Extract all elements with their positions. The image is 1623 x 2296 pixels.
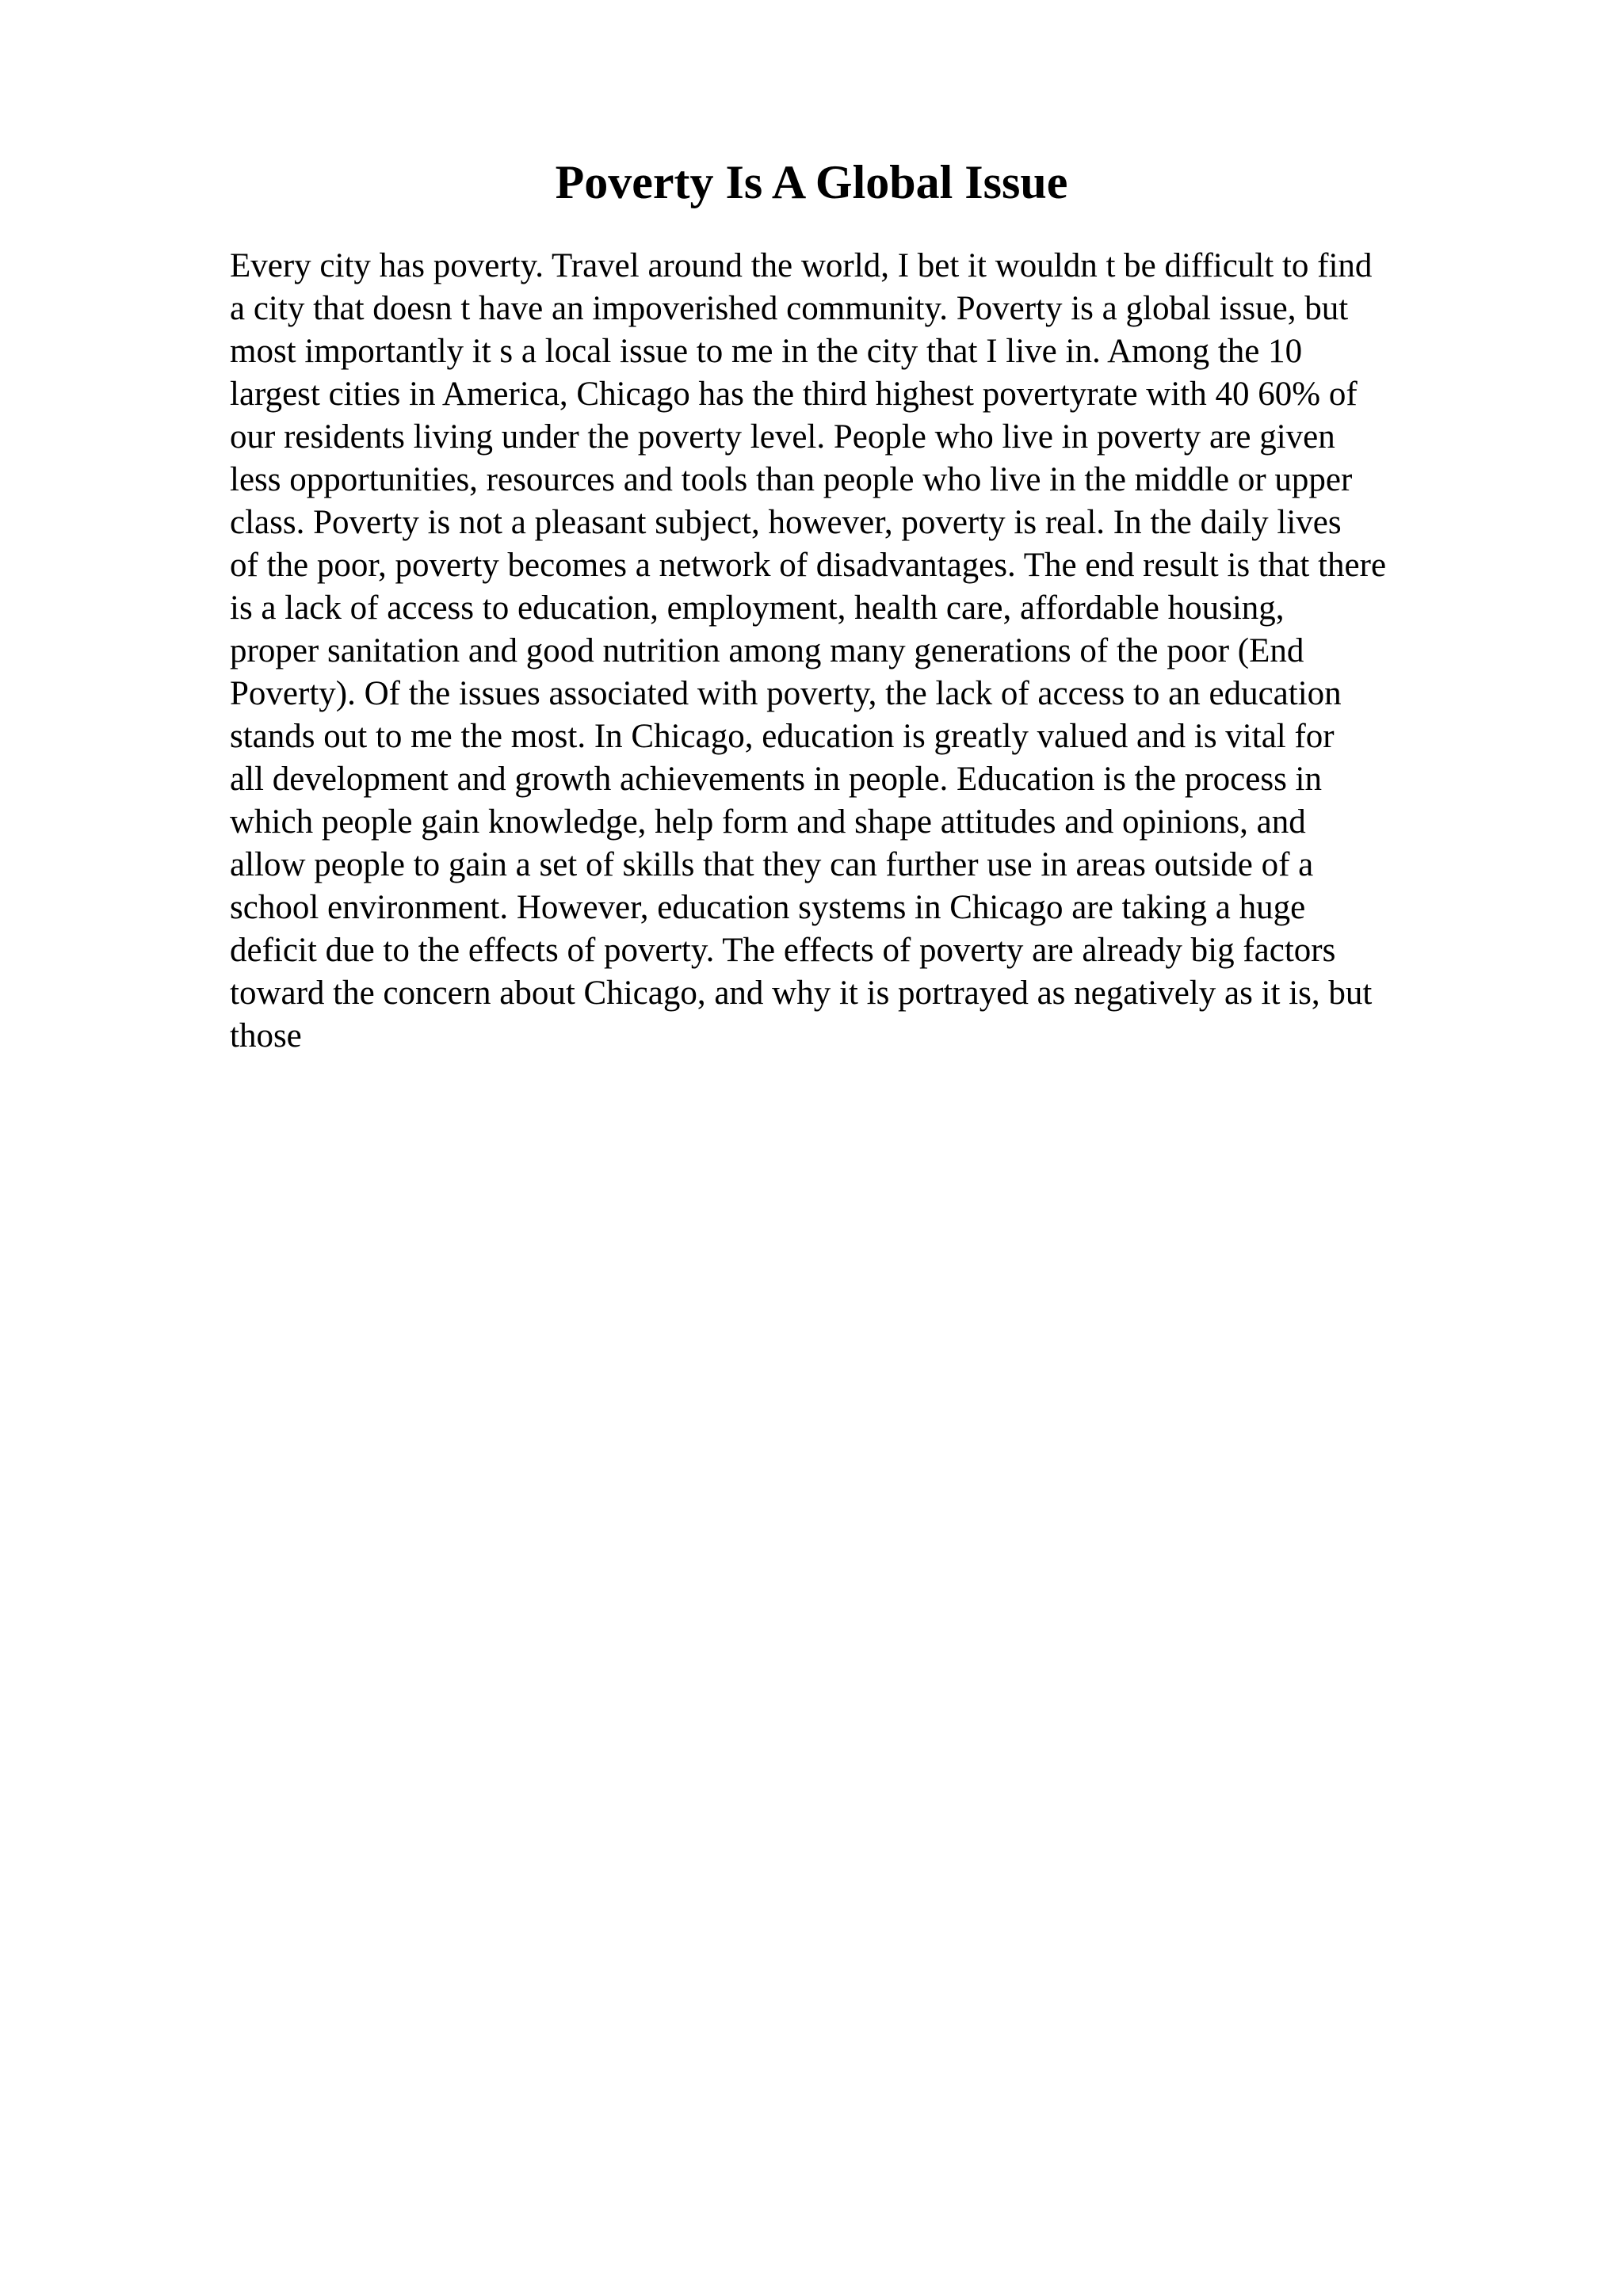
text-line: our residents living under the poverty level. People who live in poverty are given: [230, 418, 1335, 456]
text-line: all development and growth achievements in people. Education is the process in: [230, 761, 1322, 798]
essay-paragraph: [230, 245, 1514, 1058]
text-line: proper sanitation and good nutrition among many generations of the poor (End: [230, 632, 1304, 669]
page-title: Poverty Is A Global Issue: [555, 156, 1068, 208]
text-line: Poverty). Of the issues associated with poverty, the lack of access to an education: [230, 675, 1342, 712]
text-line: less opportunities, resources and tools than people who live in the middle or upper: [230, 461, 1353, 498]
text-line: which people gain knowledge, help form and shape attitudes and opinions, and: [230, 803, 1306, 841]
text-line: class. Poverty is not a pleasant subject, however, poverty is real. In the daily lives: [230, 504, 1342, 541]
text-line: those: [230, 1017, 302, 1055]
text-line: a city that doesn t have an impoverished community. Poverty is a global issue, but: [230, 290, 1349, 327]
text-line: Every city has poverty. Travel around the world, I bet it wouldn t be difficult to find: [230, 247, 1373, 284]
text-line: stands out to me the most. In Chicago, education is greatly valued and is vital for: [230, 718, 1335, 755]
text-line: toward the concern about Chicago, and why it is portrayed as negatively as it is, but: [230, 974, 1373, 1012]
text-line: of the poor, poverty becomes a network of disadvantages. The end result is that there: [230, 547, 1387, 584]
text-line: is a lack of access to education, employment, health care, affordable housing,: [230, 589, 1285, 627]
text-line: largest cities in America, Chicago has the third highest povertyrate with 40 60% of: [230, 376, 1358, 413]
text-line: deficit due to the effects of poverty. The effects of poverty are already big factors: [230, 932, 1336, 969]
text-line: allow people to gain a set of skills that they can further use in areas outside of a: [230, 846, 1314, 883]
text-line: most importantly it s a local issue to me in the city that I live in. Among the 10: [230, 333, 1303, 370]
text-line: school environment. However, education systems in Chicago are taking a huge: [230, 889, 1306, 926]
